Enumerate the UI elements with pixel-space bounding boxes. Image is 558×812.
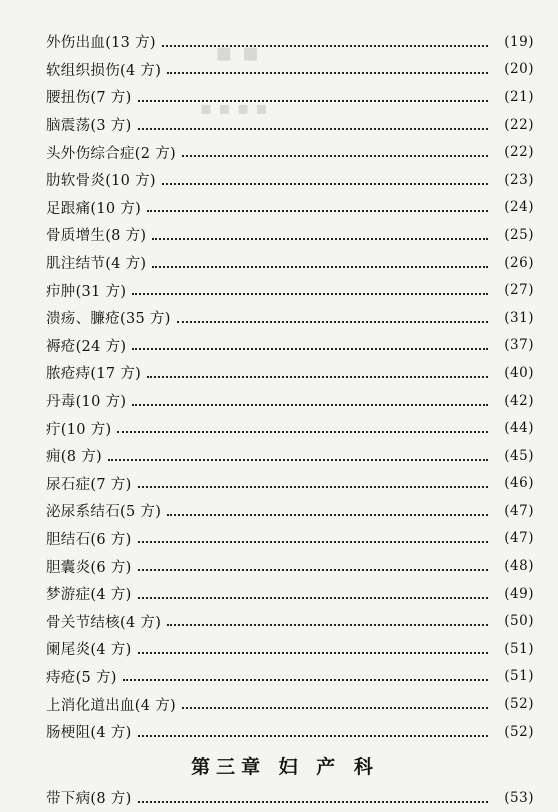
dot-leader (138, 541, 488, 543)
toc-entry-title: 肠梗阻(4 方) (46, 725, 132, 742)
toc-entry-title: 脓疮痔(17 方) (46, 366, 142, 383)
toc-entry-title: 肌注结节(4 方) (46, 256, 147, 273)
toc-entry (46, 138, 534, 166)
dot-leader (132, 293, 488, 295)
toc-entry-title: 胆结石(6 方) (46, 531, 132, 548)
table-of-contents-continued (46, 784, 534, 812)
toc-entry (46, 249, 534, 277)
toc-entry-page: (49) (504, 585, 534, 602)
toc-entry-page: (22) (504, 144, 534, 161)
dot-leader (138, 652, 488, 654)
toc-entry (46, 690, 534, 718)
toc-entry (46, 56, 534, 84)
toc-entry-title: 痔疮(5 方) (46, 669, 117, 686)
toc-entry-page: (24) (504, 199, 534, 216)
toc-entry (46, 663, 534, 691)
dot-leader (162, 45, 488, 47)
bleed-through-mark: ▪ ▪ (215, 38, 260, 68)
bleed-through-mark: ▪ ▪ ▪ ▪ (200, 98, 268, 119)
toc-entry-page: (37) (504, 337, 534, 354)
toc-entry (46, 28, 534, 56)
dot-leader (177, 321, 488, 323)
toc-entry-page: (40) (504, 364, 534, 381)
toc-entry-title: 骨质增生(8 方) (46, 228, 147, 245)
toc-entry (46, 442, 534, 470)
toc-entry-title: 带下病(8 方) (46, 791, 132, 808)
toc-entry-title: 软组织损伤(4 方) (46, 62, 162, 79)
toc-entry (46, 166, 534, 194)
toc-entry-page: (45) (504, 447, 534, 464)
toc-entry (46, 784, 534, 812)
dot-leader (108, 459, 488, 461)
toc-entry-title: 疔(10 方) (46, 421, 112, 438)
toc-entry-page: (44) (504, 420, 534, 437)
dot-leader (147, 210, 488, 212)
toc-entry-title: 梦游症(4 方) (46, 587, 132, 604)
toc-entry-title: 上消化道出血(4 方) (46, 697, 176, 714)
toc-entry-page: (26) (504, 254, 534, 271)
toc-entry-page: (48) (504, 558, 534, 575)
toc-entry (46, 470, 534, 498)
toc-entry-title: 疖肿(31 方) (46, 283, 127, 300)
dot-leader (138, 128, 488, 130)
toc-entry (46, 304, 534, 332)
dot-leader (152, 266, 488, 268)
dot-leader (138, 569, 488, 571)
toc-entry-title: 腰扭伤(7 方) (46, 90, 132, 107)
toc-entry-page: (27) (504, 282, 534, 299)
toc-entry-page: (53) (504, 789, 534, 806)
toc-entry-page: (51) (504, 640, 534, 657)
toc-entry (46, 359, 534, 387)
toc-entry-page: (22) (504, 116, 534, 133)
toc-entry (46, 276, 534, 304)
toc-entry-title: 头外伤综合症(2 方) (46, 145, 176, 162)
toc-entry (46, 332, 534, 360)
dot-leader (132, 348, 488, 350)
toc-entry-page: (51) (504, 668, 534, 685)
toc-entry-page: (50) (504, 613, 534, 630)
toc-entry (46, 525, 534, 553)
dot-leader (138, 735, 488, 737)
toc-entry (46, 111, 534, 139)
toc-entry-title: 丹毒(10 方) (46, 394, 127, 411)
toc-entry-title: 足跟痛(10 方) (46, 200, 142, 217)
toc-entry-page: (21) (504, 88, 534, 105)
dot-leader (117, 431, 488, 433)
toc-entry (46, 718, 534, 746)
dot-leader (147, 376, 488, 378)
toc-entry-page: (23) (504, 171, 534, 188)
toc-entry (46, 194, 534, 222)
toc-entry-page: (25) (504, 226, 534, 243)
toc-entry-page: (31) (504, 309, 534, 326)
toc-entry (46, 414, 534, 442)
dot-leader (152, 238, 488, 240)
toc-entry-title: 胆囊炎(6 方) (46, 559, 132, 576)
toc-entry-title: 溃疡、臁疮(35 方) (46, 311, 171, 328)
toc-entry-page: (52) (504, 696, 534, 713)
toc-entry-title: 褥疮(24 方) (46, 338, 127, 355)
dot-leader (167, 624, 488, 626)
toc-entry-title: 泌尿系结石(5 方) (46, 504, 162, 521)
toc-entry-title: 痈(8 方) (46, 449, 102, 466)
dot-leader (182, 155, 488, 157)
toc-entry-title: 脑震荡(3 方) (46, 118, 132, 135)
toc-entry-page: (46) (504, 475, 534, 492)
toc-entry-title: 阑尾炎(4 方) (46, 642, 132, 659)
dot-leader (138, 801, 488, 803)
dot-leader (138, 486, 488, 488)
toc-entry (46, 552, 534, 580)
dot-leader (162, 183, 488, 185)
toc-entry-page: (42) (504, 392, 534, 409)
dot-leader (123, 679, 488, 681)
toc-entry (46, 221, 534, 249)
toc-entry-page: (47) (504, 530, 534, 547)
toc-entry-title: 外伤出血(13 方) (46, 35, 156, 52)
chapter-heading: 第三章 妇 产 科 (191, 756, 379, 778)
dot-leader (138, 597, 488, 599)
toc-entry-page: (47) (504, 502, 534, 519)
toc-entry-page: (52) (504, 723, 534, 740)
toc-entry-title: 肋软骨炎(10 方) (46, 173, 156, 190)
toc-entry-title: 尿石症(7 方) (46, 476, 132, 493)
dot-leader (182, 707, 488, 709)
toc-entry-page: (19) (504, 33, 534, 50)
dot-leader (167, 72, 488, 74)
toc-entry-page: (20) (504, 61, 534, 78)
dot-leader (138, 100, 488, 102)
toc-entry (46, 83, 534, 111)
toc-entry-title: 骨关节结核(4 方) (46, 614, 162, 631)
toc-entry (46, 497, 534, 525)
toc-entry (46, 580, 534, 608)
toc-entry (46, 607, 534, 635)
table-of-contents (46, 28, 534, 745)
dot-leader (132, 404, 488, 406)
toc-entry (46, 635, 534, 663)
dot-leader (167, 514, 488, 516)
toc-entry (46, 387, 534, 415)
